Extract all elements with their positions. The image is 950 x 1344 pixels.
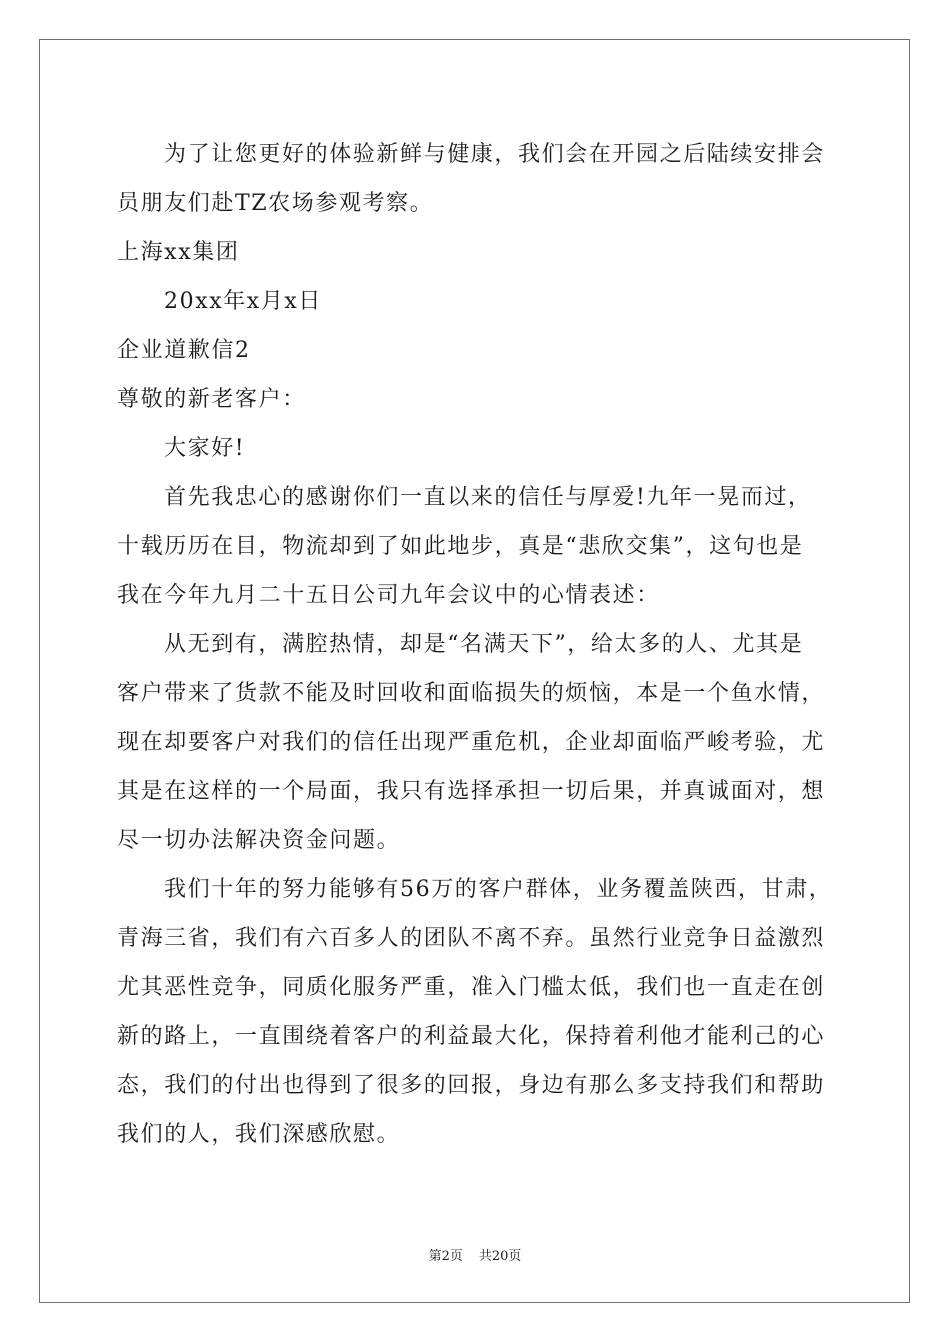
body-line: 员朋友们赴TZ农场参观考察。 bbox=[117, 191, 434, 216]
body-line: 客户带来了货款不能及时回收和面临损失的烦恼，本是一个鱼水情， bbox=[117, 681, 826, 706]
page-total: 共20页 bbox=[478, 1249, 522, 1264]
signature-date: 20xx年x月x日 bbox=[164, 289, 323, 314]
greeting: 大家好! bbox=[164, 436, 246, 461]
section-title: 企业道歉信2 bbox=[117, 338, 251, 363]
body-line: 我们的人，我们深感欣慰。 bbox=[117, 1122, 401, 1147]
body-line: 十载历历在目，物流却到了如此地步，真是“悲欣交集”，这句也是 bbox=[117, 534, 804, 559]
body-line: 我们十年的努力能够有56万的客户群体，业务覆盖陕西，甘肃， bbox=[164, 877, 833, 902]
body-line: 尤其恶性竞争，同质化服务严重，准入门槛太低，我们也一直走在创 bbox=[117, 975, 826, 1000]
page-number: 第2页 bbox=[428, 1249, 463, 1264]
body-line: 尽一切办法解决资金问题。 bbox=[117, 828, 401, 853]
salutation: 尊敬的新老客户： bbox=[117, 387, 306, 412]
body-line: 为了让您更好的体验新鲜与健康，我们会在开园之后陆续安排会 bbox=[164, 142, 825, 167]
body-line: 新的路上，一直围绕着客户的利益最大化，保持着利他才能利己的心 bbox=[117, 1024, 826, 1049]
body-line: 其是在这样的一个局面，我只有选择承担一切后果，并真诚面对，想 bbox=[117, 779, 826, 804]
document-body bbox=[117, 130, 839, 1159]
page-footer bbox=[0, 1248, 950, 1266]
body-line: 态，我们的付出也得到了很多的回报，身边有那么多支持我们和帮助 bbox=[117, 1073, 826, 1098]
body-line: 青海三省，我们有六百多人的团队不离不弃。虽然行业竞争日益激烈 bbox=[117, 926, 826, 951]
body-line: 现在却要客户对我们的信任出现严重危机，企业却面临严峻考验，尤 bbox=[117, 730, 826, 755]
body-line: 从无到有，满腔热情，却是“名满天下”，给太多的人、尤其是 bbox=[164, 632, 804, 657]
body-line: 我在今年九月二十五日公司九年会议中的心情表述： bbox=[117, 583, 660, 608]
body-line: 首先我忠心的感谢你们一直以来的信任与厚爱!九年一晃而过， bbox=[164, 485, 812, 510]
signature-company: 上海xx集团 bbox=[117, 240, 240, 265]
